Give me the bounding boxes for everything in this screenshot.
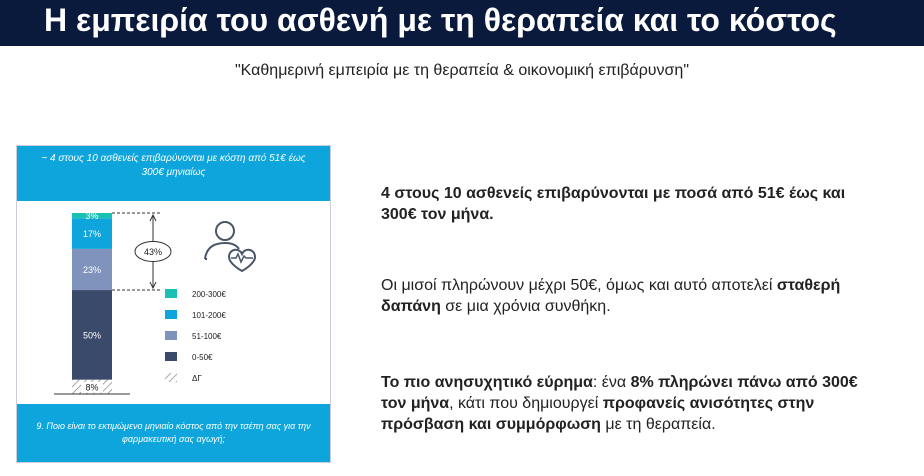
page-subtitle: "Καθημερινή εμπειρία με τη θεραπεία & οικονομική επιβάρυνση" bbox=[234, 62, 690, 79]
legend-swatch-0 bbox=[165, 289, 177, 298]
data-label-2: 23% bbox=[82, 264, 102, 275]
title-bar bbox=[0, 0, 924, 46]
finding-2-text-c: σε μια χρόνια συνθήκη. bbox=[440, 298, 611, 315]
person-heart-icon bbox=[205, 222, 255, 271]
panel-header bbox=[17, 146, 330, 201]
finding-3-text-b: : ένα bbox=[592, 374, 631, 391]
data-label-1: 50% bbox=[82, 330, 102, 341]
chart-panel bbox=[16, 145, 331, 463]
legend-swatch-2 bbox=[165, 331, 177, 340]
panel-footer bbox=[17, 404, 330, 462]
legend-swatch-3 bbox=[165, 352, 177, 361]
legend-swatch-4 bbox=[165, 373, 177, 382]
finding-2 bbox=[381, 275, 881, 317]
legend-label-1: 101-200€ bbox=[192, 311, 226, 320]
page-title: Η εμπειρία του ασθενή με τη θεραπεία και το κόστος bbox=[44, 2, 837, 38]
stacked-bar-chart bbox=[17, 201, 330, 406]
data-label-4: 3% bbox=[85, 211, 99, 222]
finding-3-text-f: με τη θεραπεία. bbox=[600, 416, 716, 433]
finding-3-bold-c: 8% πληρώνει πάνω από 300€ τον μήνα bbox=[381, 374, 858, 412]
finding-1: 4 στους 10 ασθενείς επιβαρύνονται με ποσά από 51€ έως και 300€ τον μήνα. bbox=[381, 185, 846, 223]
panel-header-text: ~ 4 στους 10 ασθενείς επιβαρύνονται με κόστη από 51€ έως 300€ μηνιαίως bbox=[41, 153, 306, 178]
finding-2-bold: σταθερή δαπάνη bbox=[381, 277, 841, 315]
legend-swatch-1 bbox=[165, 310, 177, 319]
data-label-0: 8% bbox=[85, 382, 99, 393]
bracket-label: 43% bbox=[143, 247, 163, 258]
finding-3-text-d: , κάτι που δημιουργεί bbox=[449, 395, 603, 412]
legend-label-3: 0-50€ bbox=[192, 353, 213, 362]
finding-3-bold-e: προφανείς ανισότητες στην πρόσβαση και συμμόρφωση bbox=[381, 395, 815, 433]
legend-label-0: 200-300€ bbox=[192, 290, 226, 299]
finding-2-text-a: Οι μισοί πληρώνουν μέχρι 50€, όμως και αυτό αποτελεί bbox=[381, 277, 777, 294]
legend-label-2: 51-100€ bbox=[192, 332, 222, 341]
finding-3-bold-a: Το πιο ανησυχητικό εύρημα bbox=[381, 374, 593, 391]
panel-footer-text: 9. Ποιο είναι το εκτιμώμενο μηνιαίο κόστος από την τσέπη σας για την φαρμακευτική σας αγωγή; bbox=[36, 421, 311, 444]
legend-label-4: ΔΓ bbox=[192, 374, 202, 383]
data-label-3: 17% bbox=[82, 229, 102, 240]
finding-3 bbox=[381, 372, 881, 435]
